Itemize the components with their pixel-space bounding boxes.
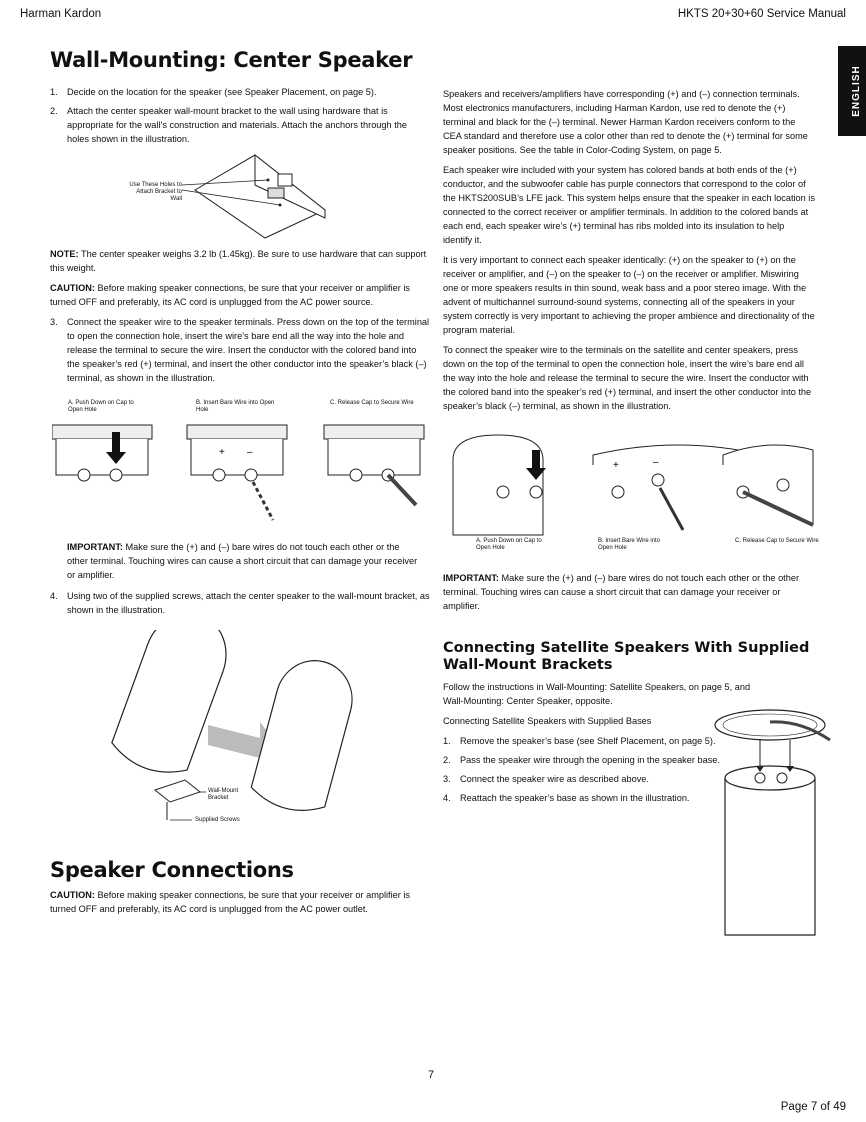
svg-text:–: – [247, 447, 253, 458]
sat-step-3: 3. Connect the speaker wire as described above. [443, 774, 649, 784]
step-4: 4. Using two of the supplied screws, attach the center speaker to the wall-mount bracket, as shown in the illustration. [50, 591, 430, 615]
steps-1-2 [50, 85, 430, 146]
important-right: IMPORTANT: Make sure the (+) and (–) bare wires do not touch each other or the other terminal. Touching wires can cause a short circuit that can damage your receiver or amplifier. [443, 573, 800, 611]
speaker-connections-block [50, 858, 430, 922]
sat-step-1: 1. Remove the speaker’s base (see Shelf Placement, on page 5). [443, 736, 716, 746]
page-of: Page 7 of 49 [780, 1101, 846, 1113]
subheading-bases: Connecting Satellite Speakers with Supplied Bases [443, 716, 652, 726]
important-left: IMPORTANT: Make sure the (+) and (–) bare wires do not touch each other or the other terminal. Touching wires can cause a short circuit that can damage your receiver or amplifier. [67, 542, 418, 580]
header-right: HKTS 20+30+60 Service Manual [677, 8, 846, 20]
sat-step-4: 4. Reattach the speaker’s base as shown in the illustration. [443, 793, 690, 803]
paragraph-4: To connect the speaker wire to the terminals on the satellite and center speakers, press down on the top of the terminal to open the connection hole, insert the wire’s bare end all the way into the hole and release the terminal to secure the wire. Insert the conductor with the colored band into the speaker’s red (+) terminal, and insert the other conductor into the speaker’s black (–) terminal, as shown in the illustration. [443, 345, 812, 411]
left-notes [50, 247, 430, 390]
caution: CAUTION: Before making speaker connections, be sure that your receiver or amplifier is turned OFF and preferably, its AC cord is unplugged from the AC power source. [50, 283, 411, 307]
step-3: 3. Connect the speaker wire to the speaker terminals. Press down on the top of the terminal to open the connection hole, insert the wire’s bare end all the way into the hole and release the terminal to secure the wire. Insert the conductor with the colored band into the speaker’s red (+) terminal, and insert the other conductor into the speaker’s black (–) terminal, as shown in the illustration. [50, 317, 430, 383]
left-column [50, 48, 430, 151]
bracket-holes-label: Use These Holes to Attach Bracket to Wall [129, 182, 182, 202]
step-1: 1. Decide on the location for the speaker (see Speaker Placement, on page 5). [50, 87, 377, 97]
speaker-base-illustration [700, 700, 840, 940]
svg-text:–: – [653, 457, 659, 468]
note: NOTE: The center speaker weighs 3.2 lb (1.45kg). Be sure to use hardware that can support this weight. [50, 249, 427, 273]
terminal-illustration [52, 420, 427, 525]
follow-instructions: Follow the instructions in Wall-Mounting: Satellite Speakers, on page 5, and Wall-Mounting: Center Speaker, opposite. [443, 682, 751, 706]
fig2-caption-b: B. Insert Bare Wire into Open Hole [196, 400, 275, 413]
supplied-screws-label: Supplied Screws [195, 817, 240, 823]
header-left: Harman Kardon [20, 8, 102, 20]
section-title-speaker-connections: Speaker Connections [50, 858, 294, 882]
sat-step-2: 2. Pass the speaker wire through the opening in the speaker base. [443, 755, 720, 765]
paragraph-2: Each speaker wire included with your system has colored bands at both ends of the (+) conductor, and the subwoofer cable has purple connectors that correspond to the color of the HKTS200SUB’s LFE jack. This system helps ensure that the speaker in each location is connected to the correct receiver or amplifier terminals. In addition to the colored bands at each end, each speaker wire’s (+) terminal has ribs molded into its insulation to help identify it. [443, 165, 815, 245]
right-column-text [443, 87, 815, 419]
sat-caption-c: C. Release Cap to Secure Wire [735, 538, 819, 544]
sat-caption-a: A. Push Down on Cap to Open Hole [476, 538, 542, 551]
panel-a [52, 425, 152, 481]
caution-2: CAUTION: Before making speaker connections, be sure that your receiver or amplifier is turned OFF and preferably, its AC cord is unplugged from the AC power outlet. [50, 890, 411, 914]
panel-c [324, 425, 424, 505]
sat-panel-c [723, 445, 813, 525]
step-2: 2. Attach the center speaker wall-mount bracket to the wall using hardware that is appropriate for the wall’s construction and materials. Attach the anchors through the holes shown in the illustration. [50, 106, 407, 144]
page-number: 7 [428, 1069, 435, 1081]
paragraph-1: Speakers and receivers/amplifiers have corresponding (+) and (–) connection terminals. Most electronics manufacturers, including Harman Kardon, use red to denote the (+) terminal and black for the (–) terminal. Newer Harman Kardon receivers conform to the CEA standard and therefore use a color other than red to denote the (+) terminal for some speaker positions. See the table in Color-Coding System, on page 5. [443, 89, 808, 155]
wall-mount-bracket-label: Wall-Mount Bracket [208, 788, 239, 801]
section-title-satellite: Connecting Satellite Speakers With Supplied Wall-Mount Brackets [443, 640, 810, 673]
panel-b [187, 425, 287, 520]
satellite-terminal-illustration [448, 430, 818, 540]
svg-text:+: + [613, 460, 619, 471]
step-4-block [50, 589, 430, 622]
fig2-caption-c: C. Release Cap to Secure Wire [330, 400, 414, 406]
sat-panel-a [453, 435, 546, 535]
svg-text:+: + [219, 447, 225, 458]
sat-caption-b: B. Insert Bare Wire into Open Hole [598, 538, 661, 551]
fig2-caption-a: A. Push Down on Cap to Open Hole [68, 400, 134, 413]
language-tab: ENGLISH [838, 46, 866, 136]
paragraph-3: It is very important to connect each speaker identically: (+) on the speaker to (+) on the receiver or amplifier, and (–) on the speaker to (–) on the receiver or amplifier. Miswiring one or more speakers results in thin sound, weak bass and a poor stereo image. With the advent of multichannel surround-sound systems, connecting all of the speakers in your system correctly is very important to achieving the proper ambience and directionality of the program material. [443, 255, 815, 335]
section-title-wall-mounting: Wall-Mounting: Center Speaker [50, 48, 413, 72]
